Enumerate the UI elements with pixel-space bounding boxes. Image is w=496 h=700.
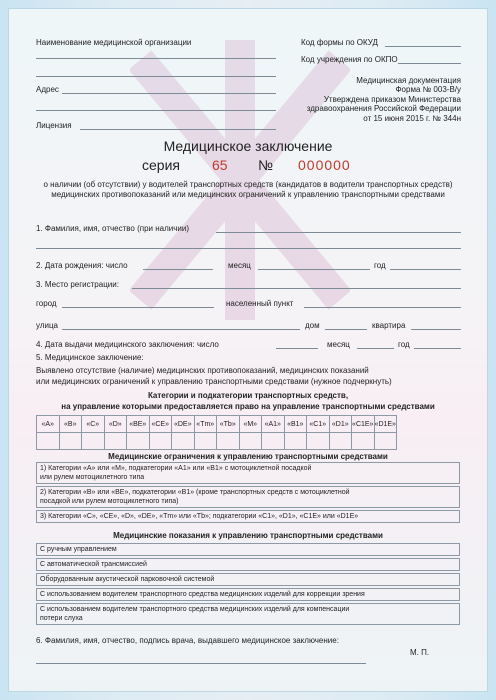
series-label: серия [142, 157, 180, 173]
number-sign: № [258, 157, 274, 173]
okpo-line[interactable] [398, 63, 461, 64]
category-cell: «C» [82, 416, 105, 433]
house-line[interactable] [325, 329, 367, 330]
category-input-cell[interactable] [149, 433, 172, 450]
city-label: город [36, 299, 57, 308]
category-input-cell[interactable] [127, 433, 150, 450]
issue-year-label: год [398, 340, 410, 349]
doctor-label: 6. Фамилия, имя, отчество, подпись врача, выдавшего медицинское заключение: [36, 636, 339, 645]
restriction-row[interactable] [36, 510, 460, 523]
settlement-label: населенный пункт [226, 299, 294, 308]
issue-year-line[interactable] [414, 348, 461, 349]
doc-line-3: Утверждена приказом Министерства [323, 95, 461, 104]
category-cell: «A» [37, 416, 60, 433]
category-input-cell[interactable] [82, 433, 105, 450]
indication-row-text: Оборудованным акустической парковочной системой [40, 576, 215, 583]
restriction-row-text: 2) Категории «B» или «BE», подкатегории «B1» (кроме транспортных средств с мотоциклетной [40, 489, 350, 496]
conclusion-line-2: или медицинских ограничений к управлению транспортными средствами (нужное подчеркнуть) [36, 377, 392, 386]
doctor-signature-line[interactable] [36, 663, 366, 664]
restriction-row-text: посадкой или рулем мотоциклетного типа) [40, 498, 179, 505]
okud-line[interactable] [385, 46, 461, 47]
indication-row[interactable] [36, 558, 460, 571]
doc-line-5: от 15 июня 2015 г. № 344н [363, 114, 461, 123]
registration-line[interactable] [132, 288, 461, 289]
conclusion-line-1: Выявлено отсутствие (наличие) медицинских противопоказаний, медицинских показаний [36, 366, 369, 375]
field-registration-label: 3. Место регистрации: [36, 280, 119, 289]
street-label: улица [36, 321, 58, 330]
indication-row-text: С использованием водителем транспортного средства медицинских изделий для компенсации [40, 606, 350, 613]
indications-title: Медицинские показания к управлению транспортными средствами [113, 531, 383, 540]
conclusion-label: 5. Медицинское заключение: [36, 353, 144, 362]
field-birthdate-label: 2. Дата рождения: число [36, 261, 128, 270]
categories-title-2: на управление которыми предоставляется право на управление транспортными средствами [61, 402, 435, 411]
field-fullname-line-2[interactable] [36, 248, 461, 249]
indication-row-text: С автоматической трансмиссией [40, 561, 147, 568]
org-line[interactable] [36, 58, 276, 59]
category-cell: «A1» [262, 416, 285, 433]
address-line-2[interactable] [36, 110, 276, 111]
license-label: Лицензия [36, 121, 72, 130]
okpo-label: Код учреждения по ОКПО [301, 55, 398, 64]
birth-day-line[interactable] [143, 269, 213, 270]
category-input-cell[interactable] [217, 433, 240, 450]
category-cell: «B1» [284, 416, 307, 433]
doc-line-1: Медицинская документация [356, 76, 461, 85]
house-label: дом [305, 321, 320, 330]
indication-row[interactable] [36, 603, 460, 625]
apartment-line[interactable] [411, 329, 461, 330]
birth-month-label: месяц [228, 261, 251, 270]
category-cell: «Tb» [217, 416, 240, 433]
apartment-label: квартира [372, 321, 406, 330]
category-input-cell[interactable] [307, 433, 330, 450]
category-cell: «M» [239, 416, 262, 433]
subtitle-line-2: медицинских противопоказаний или медицинских ограничений к управлению транспортными средствами [51, 190, 445, 199]
restriction-row[interactable] [36, 486, 460, 508]
org-line-2[interactable] [36, 76, 276, 77]
category-input-cell[interactable] [352, 433, 375, 450]
birth-year-label: год [374, 261, 386, 270]
category-input-cell[interactable] [374, 433, 397, 450]
settlement-line[interactable] [304, 307, 461, 308]
category-input-cell[interactable] [37, 433, 60, 450]
restriction-row-text: 1) Категории «A» или «M», подкатегории «A1» или «B1» с мотоциклетной посадкой [40, 465, 312, 472]
license-line[interactable] [80, 129, 276, 130]
field-fullname-label: 1. Фамилия, имя, отчество (при наличии) [36, 224, 190, 233]
categories-table [36, 415, 397, 450]
issue-date-label: 4. Дата выдачи медицинского заключения: число [36, 340, 219, 349]
indication-row[interactable] [36, 588, 460, 601]
restriction-row-text: 3) Категории «C», «CE», «D», «DE», «Tm» или «Tb»; подкатегории «C1», «D1», «C1E» или «D1E» [40, 513, 359, 520]
category-cell: «DE» [172, 416, 195, 433]
issue-month-label: месяц [327, 340, 350, 349]
category-cell: «Tm» [194, 416, 217, 433]
category-cell: «BE» [127, 416, 150, 433]
doc-line-4: здравоохранения Российской Федерации [306, 104, 461, 113]
categories-title-1: Категории и подкатегории транспортных средств, [147, 391, 349, 400]
restriction-row-text: или рулем мотоциклетного типа [40, 474, 145, 481]
indication-row[interactable] [36, 543, 460, 556]
category-cell: «D1E» [374, 416, 397, 433]
category-input-cell[interactable] [194, 433, 217, 450]
indication-row-text: С использованием водителем транспортного средства медицинских изделий для коррекции зрения [40, 591, 365, 598]
number-value: 000000 [298, 157, 351, 173]
field-fullname-line[interactable] [216, 232, 461, 233]
address-label: Адрес [36, 85, 59, 94]
category-input-cell[interactable] [262, 433, 285, 450]
doc-line-2: Форма № 003-В/у [395, 85, 461, 94]
indication-row-text: С ручным управлением [40, 546, 117, 553]
restrictions-title: Медицинские ограничения к управлению транспортными средствами [108, 452, 388, 461]
category-input-cell[interactable] [104, 433, 127, 450]
indication-row[interactable] [36, 573, 460, 586]
okud-label: Код формы по ОКУД [301, 38, 378, 47]
subtitle-line-1: о наличии (об отсутствии) у водителей транспортных средств (кандидатов в водители транспортных средств) [43, 180, 453, 189]
address-line[interactable] [62, 93, 276, 94]
stamp-label: М. П. [410, 648, 430, 657]
category-cell: «C1E» [352, 416, 375, 433]
category-input-cell[interactable] [329, 433, 352, 450]
city-line[interactable] [62, 307, 214, 308]
street-line[interactable] [62, 329, 300, 330]
birth-month-line[interactable] [258, 269, 370, 270]
org-label: Наименование медицинской организации [36, 38, 192, 47]
category-input-cell[interactable] [284, 433, 307, 450]
category-input-cell[interactable] [239, 433, 262, 450]
category-cell: «C1» [307, 416, 330, 433]
series-value: 65 [212, 157, 228, 173]
category-input-cell[interactable] [59, 433, 82, 450]
restriction-row[interactable] [36, 462, 460, 484]
category-input-cell[interactable] [172, 433, 195, 450]
indication-row-text: потери слуха [40, 615, 83, 622]
category-cell: «B» [59, 416, 82, 433]
issue-day-line[interactable] [276, 348, 318, 349]
birth-year-line[interactable] [390, 269, 461, 270]
category-cell: «D1» [329, 416, 352, 433]
page-title: Медицинское заключение [163, 138, 333, 154]
issue-month-line[interactable] [357, 348, 394, 349]
category-cell: «CE» [149, 416, 172, 433]
category-cell: «D» [104, 416, 127, 433]
